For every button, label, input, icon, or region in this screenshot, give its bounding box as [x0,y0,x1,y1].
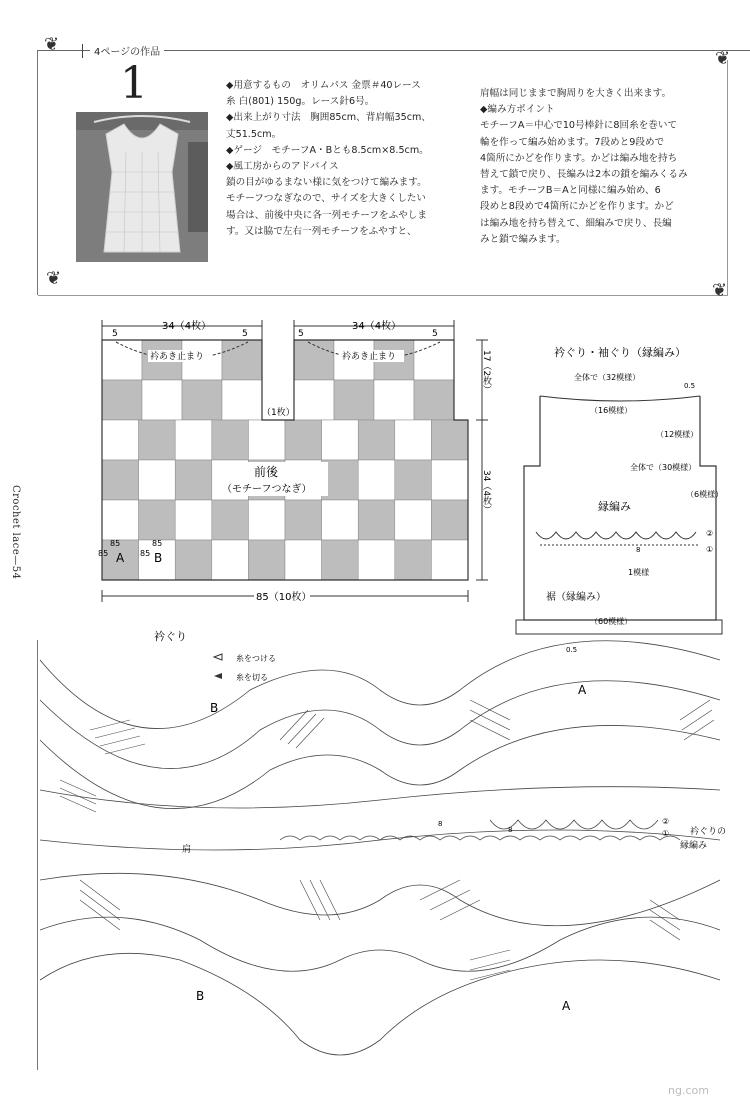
chart-row2: ② [662,817,670,826]
motif-cell [285,420,322,460]
neck-label-left: 衿あき止まり [150,352,205,362]
body-sub: （モチーフつなぎ） [222,484,312,495]
rose-ornament-icon: ❦ [44,34,60,55]
motif-cell [358,500,395,540]
text-line: ◆編み方ポイント [480,104,555,116]
motif-cell [294,380,334,420]
chart-row8: 8 [438,820,443,828]
chart-a-bottom: A [562,999,571,1013]
motif-a-label: A [116,551,125,565]
chart-title: 衿ぐり [154,630,187,643]
vertical-book-label: Crochet lace—54 [10,485,21,580]
motif-cell [322,420,359,460]
top-width-right: 34（4枚） [352,321,402,332]
motif-cell [102,500,139,540]
text-line: 替えて鎖で戻り、長編みは2本の鎖を編みくるみ [480,169,688,181]
text-line: 鎖の目がゆるまない様に気をつけて編みます。 [226,177,427,189]
stitch-chart [40,641,720,1055]
motif-cell [374,380,414,420]
motif-cell [248,540,285,580]
motif-cell [102,340,142,380]
whole32: 全体で（32模様） [574,373,641,382]
text-line: 輪を作って編み始めます。7段めと9段めで [480,136,665,148]
text-line: ◆風工房からのアドバイス [226,161,339,173]
one-pattern: 1模様 [628,568,650,577]
bottom-width: 85（10枚） [256,592,312,603]
motif-cell [212,420,249,460]
motif-cell [431,540,468,580]
work-number: 1 [120,58,148,109]
edge-right-2: 5 [432,329,438,339]
row2: ② [706,529,714,538]
chart-row8-b: 8 [508,826,513,834]
motif-cell [358,460,395,500]
watermark: ng.com [668,1084,709,1097]
motif-cell [395,500,432,540]
header-label: 4ページの作品 [90,43,164,58]
text-line: みと鎖で編みます。 [480,233,566,245]
text-line: ◆ゲージ モチーフA・Bとも8.5cm×8.5cm。 [226,144,429,156]
cell-label: 85 [140,549,151,558]
text-line: す。又は脇で左右一列モチーフをふやすと、 [226,225,417,237]
motif-cell [285,540,322,580]
text-line: 段めと8段めで4箇所にかどを作ります。かど [480,201,674,213]
motif-cell [175,420,212,460]
height-body: 34（4枚） [481,470,491,515]
text-line: 丈51.5cm。 [226,128,282,140]
neck-edge [540,396,700,401]
picot-scallops [536,532,696,539]
motif-cell [431,420,468,460]
motif-cell [102,460,139,500]
motif-cell [248,420,285,460]
motif-cell [395,420,432,460]
text-line: 糸 白(801) 150g。レース針6号。 [226,96,375,108]
motif-cell [175,500,212,540]
motif-cell [285,500,322,540]
edge-right: 5 [242,329,248,339]
edge-left: 5 [112,329,118,339]
text-line: は編み地を持ち替えて、細編みで戻り、長編 [480,217,672,229]
chart-b-bottom: B [196,989,205,1003]
m16: （16模様） [590,406,633,415]
motif-cell [334,380,374,420]
neck-label-right: 衿あき止まり [342,352,397,362]
legend-attach: 糸をつける [236,654,276,663]
m6: （6模様） [686,490,724,499]
motif-cell [102,420,139,460]
v05: 0.5 [684,382,696,390]
attach-arrow-icon [214,654,222,660]
chart-row1: ① [662,829,670,838]
text-line: 場合は、前後中央に各一列モチーフをふやしま [226,209,427,221]
rose-ornament-icon: ❦ [712,280,728,301]
cell-label: 85 [98,549,109,558]
top-width-left: 34（4枚） [162,321,212,332]
text-line: 4箇所にかどを作ります。かどは編み地を持ち [480,152,678,164]
center-label: （1枚） [262,408,295,418]
cell-label: 85 [152,539,163,548]
motif-cell [182,380,222,420]
hem-label: 裾（縁編み） [546,592,606,603]
motif-cell [102,380,142,420]
m60: （60模様） [590,617,633,626]
edge-left-2: 5 [298,329,304,339]
motif-cell [175,540,212,580]
height-top: 17（2枚） [481,350,491,395]
row1: ① [706,545,714,554]
text-line: モチーフA＝中心で10号棒針に8回糸を巻いて [480,120,678,132]
motif-cell [358,540,395,580]
cell-label: 85 [110,539,121,548]
text-line: 肩幅は同じままで胸周りを大きく出来ます。 [480,88,672,99]
text-line: ◆出来上がり寸法 胸囲85cm、背肩幅35cm、 [226,112,431,124]
edging-title: 衿ぐり・袖ぐり（縁編み） [554,346,686,359]
v05-bottom: 0.5 [566,646,578,654]
motif-cell [431,460,468,500]
motif-cell [139,500,176,540]
whole30: 全体で（30模様） [630,463,697,472]
cut-arrow-icon [214,673,222,679]
body-label: 前後 [254,465,279,479]
motif-cell [395,540,432,580]
motif-cell [212,540,249,580]
chart-edge-label-1: 衿ぐりの [690,827,727,837]
rose-ornament-icon: ❦ [715,48,731,69]
m12: （12模様） [656,430,699,439]
motif-cell [222,340,262,380]
row8: 8 [636,546,641,554]
text-line: ◆用意するもの オリムパス 金票＃40レース [226,80,421,91]
edging-label: 縁編み [598,500,631,513]
motif-b-label: B [154,551,163,565]
motif-cell [395,460,432,500]
chart-edge-label-2: 縁編み [680,841,708,851]
motif-cell [139,460,176,500]
motif-cell [322,500,359,540]
motif-cell [414,340,454,380]
motif-cell [175,460,212,500]
shoulder-label: 肩 [182,845,192,855]
rose-ornament-icon: ❦ [46,268,62,289]
motif-cell [414,380,454,420]
motif-cell [212,500,249,540]
motif-cell [322,540,359,580]
text-line: ます。モチーフB＝Aと同様に編み始め、6 [480,185,661,197]
motif-cell [294,340,334,380]
chart-a-top: A [578,683,587,697]
motif-cell [431,500,468,540]
motif-cell [358,420,395,460]
motif-cell [222,380,262,420]
motif-cell [248,500,285,540]
legend-cut: 糸を切る [236,673,268,682]
motif-cell [142,380,182,420]
motif-cell [139,420,176,460]
chart-b-top: B [210,701,219,715]
text-line: モチーフつなぎなので、サイズを大きくしたい [226,193,427,205]
